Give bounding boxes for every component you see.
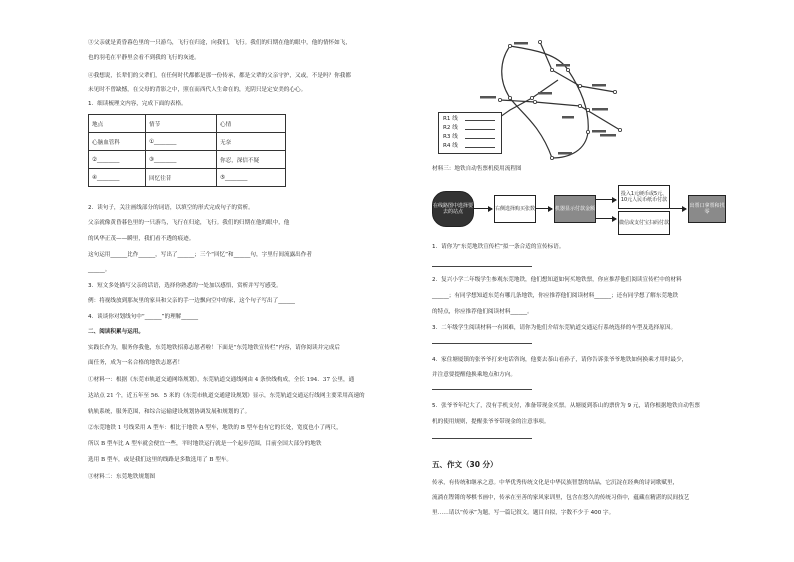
- table-row: [89, 151, 286, 169]
- material-2: ②东莞地铁 1 号线采用 A 型车：相比于地铁 A 型车，地铁的 B 型车也有它的长处，宽度也小了两尺，: [88, 425, 342, 431]
- answer-line[interactable]: [432, 266, 532, 267]
- intro-text-b: 面任务，成为一名合格的地铁志愿者！: [88, 360, 184, 366]
- table-cell: 无奈: [217, 133, 286, 151]
- intro-text: 实践长作为，服务你我他，东莞地铁招募志愿者啦！下面是“东莞地铁宣传栏”内容，请你阅读并完成后: [88, 345, 340, 351]
- table-cell[interactable]: ④________: [89, 169, 146, 187]
- material-1: ①材料一：根据《东莞市轨道交通网络规划》，东莞轨道交通线网由 4 条快线构成，全长 194．37 公里，通: [88, 377, 355, 383]
- answer-line[interactable]: [432, 343, 532, 344]
- passage-para-4b: 未见时不曾缺憾，在父母的背影之中，照在而西代人生命在的，光阴只是定安美的心心。: [88, 87, 307, 93]
- material-2c: 选用 B 型车，或是我们这里的线路是多数选用了 B 型车。: [88, 457, 232, 463]
- flow-arrow: [596, 218, 616, 219]
- question-r1: 1．请你为“东莞地铁宣传栏”拟一条合适的宣传标语。: [432, 244, 565, 250]
- flow-step-select-station: 在线路图中选择要去的站点: [432, 191, 474, 227]
- flow-arrow: [670, 208, 686, 209]
- passage-para-4: ④我想说，长辈们的父辈们，在任何时代都都是那一份传承，都是父辈的父亲守护，又或，不是吗？你我都: [88, 73, 351, 79]
- table-cell: 你忍，深信不疑: [217, 151, 286, 169]
- flow-step-qr-payment: 微信或支付宝扫码付款: [618, 211, 670, 235]
- question-r2: 2．复兴小学二年级学生参观东莞地铁，他们想知道如何买地铁票，你应推荐他们阅读宣传栏中的材料: [432, 277, 682, 283]
- question-r5: 5．张爷爷年纪大了，没有手机支付，准备带现金买票。从塘厦到茶山的票价为 9 元，请你根据地铁自动售票: [432, 403, 700, 409]
- answer-line[interactable]: [432, 438, 532, 439]
- table-cell[interactable]: ⑤________: [217, 169, 286, 187]
- legend-swatch: [465, 129, 495, 130]
- legend-item: R4 线: [443, 143, 458, 149]
- table-cell: 心脑血管科: [89, 133, 146, 151]
- question-r2b[interactable]: ______；有同学想知道东莞有哪几条地铁，你应推荐他们阅读材料______；还有同学想了解东莞地铁: [432, 293, 679, 299]
- material-1c: 轨轨系统，服务范围，和综合运输建设规划协调发展和规划的了。: [88, 409, 251, 415]
- question-2-quote-a: 父亲就像黄昏暮色里的一只游鸟，飞行在归途，飞行。我们的归期在他的眼中，他: [88, 220, 290, 226]
- question-r2c[interactable]: 的特点，你应推荐他们阅读材料______。: [432, 309, 533, 315]
- question-4[interactable]: 4．谈谈你对划线句中“______”的理解______: [88, 314, 199, 320]
- question-2: 2．读句子，关注画线部分的词语，以填空的形式完成句子的赏析。: [88, 205, 254, 211]
- section-reading: 二、阅读积累与运用。: [88, 329, 144, 335]
- table-cell[interactable]: ③________: [146, 151, 217, 169]
- section-essay: 五、作文（30 分）: [432, 460, 498, 469]
- material-2b: 所以 B 型车比 A 型车就会便宜一些，平时地铁运行就是一个起步范围，目前全国大部分的地铁: [88, 441, 322, 447]
- question-3: 3．短文多处描写父亲的话语，选择你熟悉的一处加以感悟，赏析并写写感受。: [88, 283, 282, 289]
- flow-step-ticket-out: 出票口拿票和找零: [688, 195, 726, 223]
- table-header: 心情: [217, 115, 286, 133]
- legend-item: R3 线: [443, 134, 458, 140]
- table-row: [89, 169, 286, 187]
- question-r5b: 机的使用规则，提醒张爷爷带现金的注意事项。: [432, 419, 550, 425]
- question-r4: 4．家住塘厦镇的张爷爷打来电话咨询，他要去茶山看孙子，请你告诉张爷爷地铁如何换乘才用时最少，: [432, 357, 688, 363]
- essay-prompt-3: 里……请以“传承”为题，写一篇记叙文。题目自拟，字数不少于 400 字。: [432, 510, 615, 516]
- question-1: 1．细读梳理文内容，完成下面的表格。: [88, 101, 187, 107]
- question-r3: 3．二年级学生阅读材料一有困难，请你为他们介绍东莞轨道交通运行系统选择的车型及选择原因。: [432, 325, 677, 331]
- table-header-row: [89, 115, 286, 133]
- material-3-title: ③材料二：东莞地铁规划图: [88, 474, 156, 480]
- flow-step-amount: 机器显示付款金额: [554, 195, 596, 223]
- material-3-caption: 材料三：地铁自动售票机使用流程图: [432, 166, 522, 172]
- plot-table: [88, 114, 286, 187]
- table-cell[interactable]: ②________: [89, 151, 146, 169]
- essay-prompt-2: 流淌在铿锵的琴棋书画中，传承在至善的家风家训里，包含在悠久的传统习俗中，蕴藏在精湛的民间技艺: [432, 495, 690, 501]
- legend-swatch: [465, 138, 495, 139]
- table-header: 地点: [89, 115, 146, 133]
- ticket-flowchart: [432, 185, 762, 233]
- question-3-example[interactable]: 例：将视线放到那灰里的家具和父亲的手一边飘向空中的家，这个句子写出了______: [88, 298, 295, 304]
- legend-item: R1 线: [443, 116, 458, 122]
- flow-step-cash-payment: 投入1元硬币或5元、10元人民币纸币付款: [618, 185, 670, 209]
- answer-line[interactable]: [432, 389, 532, 390]
- essay-prompt-1: 传承，有传统和继承之意。中华优秀传统文化是中华民族智慧的结晶，它沉淀在经典的诗词歌赋里，: [432, 480, 679, 486]
- question-r4b: 并注意要提醒他换乘地点和方向。: [432, 372, 516, 378]
- table-cell[interactable]: ①________: [146, 133, 217, 151]
- flow-arrow: [596, 199, 616, 200]
- question-2-fill[interactable]: 这句运用______比作______，写出了______；三个“回忆”和______句，字里行间流露出作者: [88, 252, 312, 258]
- flow-arrow: [536, 208, 552, 209]
- passage-para-3: ③父亲就是黄昏暮色里的一只游鸟，飞行在归途，向我们，飞行。我们的归期在他的眼中，他的情怀如飞，: [88, 40, 351, 46]
- legend-item: R2 线: [443, 125, 458, 131]
- flow-arrow: [474, 208, 492, 209]
- flow-step-quantity: 右侧选择购买张数: [494, 195, 536, 223]
- question-2-fill-b[interactable]: ______。: [88, 267, 111, 273]
- table-row: [89, 133, 286, 151]
- metro-legend: [438, 112, 502, 154]
- question-2-quote-b: 的风华正茂——瞬里，我们看不透的痕迹。: [88, 236, 195, 242]
- legend-swatch: [465, 147, 495, 148]
- passage-para-3b: 也的羽毛在平静里会看不到我的飞行的灰迹。: [88, 55, 200, 61]
- table-header: 情节: [146, 115, 217, 133]
- table-cell: 回忆往昔: [146, 169, 217, 187]
- material-1b: 达站点 21 个，近五年至 56．5 米的《东莞市轨道交通建设规划》显示，东莞轨道交通运行线网主要采用高速的: [88, 393, 365, 399]
- legend-swatch: [465, 120, 495, 121]
